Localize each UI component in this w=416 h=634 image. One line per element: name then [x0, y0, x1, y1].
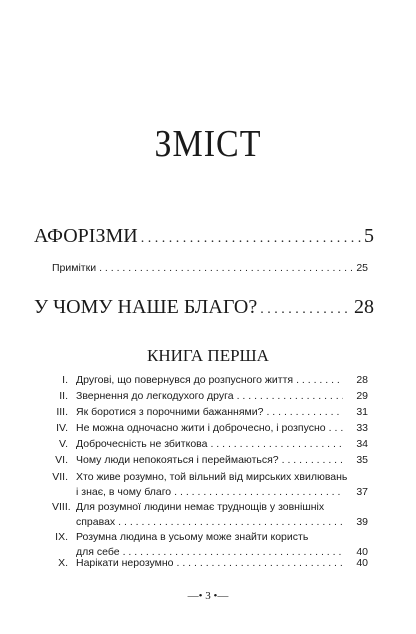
chapter-title: Чому люди непокояться і переймаються?	[76, 454, 279, 466]
chapter-title-continued: для себе	[76, 546, 120, 558]
leader-dots	[99, 262, 353, 274]
leader-dots	[237, 390, 343, 402]
chapter-title: Для розумної людини немає труднощів у зовнішніх	[76, 501, 325, 513]
chapter-line	[76, 390, 368, 402]
leader-dots	[296, 374, 343, 386]
toc-entry-our-good[interactable]	[34, 296, 374, 319]
chapter-line	[76, 557, 368, 569]
chapter-number: VIII.	[52, 501, 71, 513]
chapter-title: Не можна одночасно жити і доброчесно, і розпусно	[76, 422, 326, 434]
leader-dots	[260, 302, 351, 318]
chapter-page: 34	[356, 438, 368, 450]
toc-entry-page: 25	[356, 262, 368, 274]
chapter-line-continued	[76, 516, 368, 528]
chapter-title: Хто живе розумно, той вільний від мирських хвилювань	[76, 471, 348, 483]
chapter-page: 40	[356, 546, 368, 558]
chapter-number: III.	[56, 406, 68, 418]
chapter-line	[76, 438, 368, 450]
footer-page-number: 3	[205, 590, 211, 602]
chapter-page: 40	[356, 557, 368, 569]
toc-entry-label: У ЧОМУ НАШЕ БЛАГО?	[34, 296, 258, 318]
page-number-footer	[0, 590, 416, 602]
chapter-title-continued: справах	[76, 516, 116, 528]
chapter-page: 29	[356, 390, 368, 402]
ornament-left: —•	[187, 590, 203, 602]
chapter-number: IV.	[56, 422, 68, 434]
chapter-line	[76, 454, 368, 466]
toc-entry-page: 28	[354, 296, 374, 318]
leader-dots	[141, 231, 361, 247]
chapter-title: Розумна людина в усьому може знайти користь	[76, 531, 309, 543]
chapter-page: 31	[356, 406, 368, 418]
toc-entry-label: АФОРІЗМИ	[34, 225, 138, 247]
chapter-line	[76, 406, 368, 418]
chapter-line	[76, 374, 368, 386]
chapter-number: II.	[59, 390, 68, 402]
chapter-title: Як боротися з порочними бажаннями?	[76, 406, 264, 418]
chapter-page: 28	[356, 374, 368, 386]
ornament-right: •—	[213, 590, 229, 602]
leader-dots	[329, 422, 343, 434]
toc-entry-notes[interactable]	[52, 262, 368, 274]
chapter-number: IX.	[55, 531, 68, 543]
chapter-title: Друговi, що повернувся до розпусного життя	[76, 374, 294, 386]
chapter-title: Нарікати нерозумно	[76, 557, 174, 569]
leader-dots	[266, 406, 343, 418]
chapter-line	[76, 471, 368, 483]
chapter-number: X.	[58, 557, 68, 569]
toc-entry-page: 5	[364, 225, 374, 247]
leader-dots	[210, 438, 343, 450]
chapter-page: 39	[356, 516, 368, 528]
toc-entry-aphorisms[interactable]	[34, 225, 374, 248]
chapter-title: Звернення до легкодухого друга	[76, 390, 234, 402]
chapter-page: 37	[356, 486, 368, 498]
leader-dots	[118, 516, 343, 528]
chapter-number: VII.	[52, 471, 68, 483]
chapter-line-continued	[76, 486, 368, 498]
leader-dots	[174, 486, 343, 498]
chapter-number: VI.	[55, 454, 68, 466]
chapter-line	[76, 531, 368, 543]
chapter-page: 33	[356, 422, 368, 434]
chapter-number: I.	[62, 374, 68, 386]
book-heading: КНИГА ПЕРША	[147, 346, 269, 365]
chapter-number: V.	[59, 438, 68, 450]
page-title: ЗМІСТ	[154, 123, 262, 166]
chapter-line	[76, 501, 368, 513]
leader-dots	[177, 557, 343, 569]
leader-dots	[282, 454, 343, 466]
chapter-title: Доброчесність не збиткова	[76, 438, 208, 450]
chapter-page: 35	[356, 454, 368, 466]
chapter-title-continued: і знає, в чому благо	[76, 486, 172, 498]
toc-entry-label: Примітки	[52, 262, 97, 274]
chapter-line	[76, 422, 368, 434]
